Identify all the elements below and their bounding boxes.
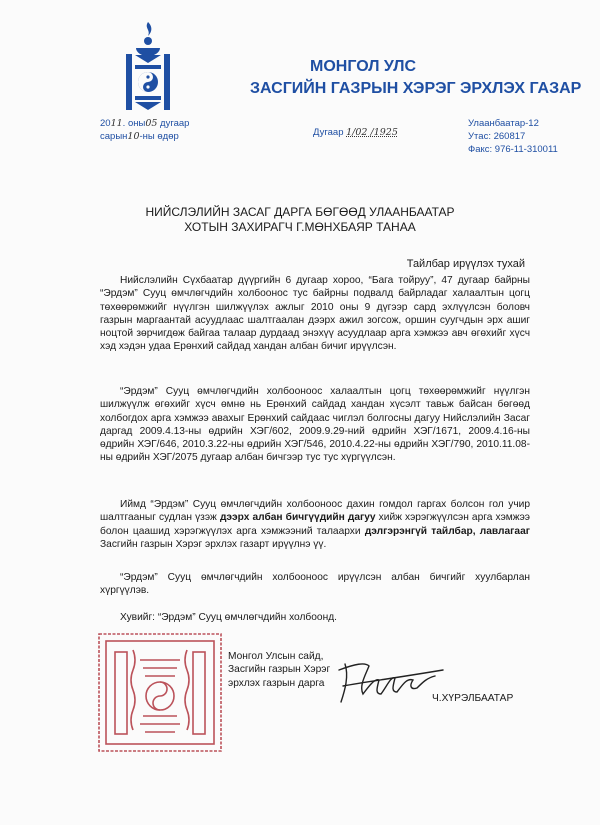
date-suffix: дугаар xyxy=(157,118,190,129)
paragraph-3-text-b: хийж хэрэгжүүлсэн арга хэмжээ болон цаашид хэрэгжүүлэх арга хэмжээний талаархи xyxy=(100,512,530,537)
body-paragraph-2 xyxy=(100,385,530,465)
body-paragraph-5 xyxy=(100,611,530,624)
organization-name xyxy=(250,56,581,100)
addressee xyxy=(0,205,600,235)
addressee-line1: НИЙСЛЭЛИЙН ЗАСАГ ДАРГА БӨГӨӨД УЛААНБААТАР xyxy=(145,205,455,219)
date-month: 05 xyxy=(145,118,158,129)
official-seal-stamp xyxy=(95,630,225,755)
body-paragraph-1 xyxy=(100,274,530,354)
org-line2: ЗАСГИЙН ГАЗРЫН ХЭРЭГ ЭРХЛЭХ ГАЗАР xyxy=(250,80,582,97)
signatory-title-line3: эрхлэх газрын дарга xyxy=(228,677,325,689)
day-value: 10 xyxy=(127,131,140,142)
signatory-title-line2: Засгийн газрын Хэрэг xyxy=(228,664,331,676)
date-year: 11 xyxy=(110,118,123,129)
paragraph-3-text-c: Засгийн газрын Хэрэг эрхлэх газарт ирүүлнэ үү. xyxy=(100,538,327,550)
day-prefix: сарын xyxy=(100,131,128,142)
addressee-line2: ХОТЫН ЗАХИРАГЧ Г.МӨНХБАЯР ТАНАА xyxy=(184,220,416,234)
paragraph-2-text: “Эрдэм” Сууц өмчлөгчдийн холбооноос халаалтын цогц төхөөрөмжийг нүүлгэн шилжүүлж өгөхийг хүсч өмнө нь Ерөнхий сайдад хандан хүсэлт тавьж байсан бөгөөд холбогдох арга хэмжээ авахыг Ерөнхий сайдаас чиглэл болгосны дагуу Нийслэлийн Засаг даргад 2009.4.13-ны өдрийн ХЭГ/602, 2009.9.29-ний өдрийн ХЭГ/1671, 2009.4.16-ны өдрийн ХЭГ/646, 2010.3.22-ны өдрийн ХЭГ/546, 2010.4.22-ны өдрийн ХЭГ/790, 2010.11.08-ны өдрийн ХЭГ/2075 дугаар албан бичгээр тус тус хүргүүлсэн. xyxy=(100,386,530,464)
soyombo-emblem-icon xyxy=(123,20,173,112)
document-date xyxy=(100,117,189,143)
date-mid: . оны xyxy=(122,118,146,129)
paragraph-5-text: Хувийг: “Эрдэм” Сууц өмчлөгчдийн холбоонд. xyxy=(120,612,338,623)
number-label: Дугаар xyxy=(313,127,344,138)
org-line1: МОНГОЛ УЛС xyxy=(310,58,417,75)
phone-line: Утас: 260817 xyxy=(468,131,526,142)
paragraph-3-text-a: Иймд “Эрдэм” Сууц өмчлөгчдийн холбооноос дахин гомдол гаргах болсон гол учир шалтгааныг судлан үзэж xyxy=(100,499,530,524)
address-block xyxy=(468,117,558,156)
signatory-title xyxy=(228,650,330,690)
paragraph-3-bold-a: дээрх албан бичгүүдийн дагуу xyxy=(219,512,376,524)
date-prefix: 20 xyxy=(100,118,111,129)
body-paragraph-3 xyxy=(100,498,530,551)
day-suffix: -ны өдөр xyxy=(139,131,179,142)
address-line1: Улаанбаатар-12 xyxy=(468,118,539,129)
document-number xyxy=(313,126,398,139)
subject-line: Тайлбар ирүүлэх тухай xyxy=(406,258,525,270)
paragraph-1-text: Нийслэлийн Сүхбаатар дүүргийн 6 дугаар хороо, “Бага тойруу”, 47 дугаар байрны “Эрдэм” Сууц өмчлөгчдийн холбоонос тус байрны подвалд байрладаг халаалтын цогц төхөөрөмжийг нүүлгэн шилжүүлэх ажлыг 2010 оны 9 дүгээр сард эхлүүлсэн боловч газрын маргаантай асуудлаас шалтгаалан дээрх ажил зогсож, оршин суугчдын эрх ашиг ноцтой зөрчигдөж байгаа талаар дурдаад энэхүү асуудлаар арга хэмжээ авч өгөхийг хүсч хэд хэдэн удаа Ерөнхий сайдад хандан албан бичиг ирүүлсэн. xyxy=(100,275,530,353)
number-value: 1/02 /1925 xyxy=(346,127,398,138)
signatory-name: Ч.ХҮРЭЛБААТАР xyxy=(432,693,514,704)
paragraph-3-bold-b: дэлгэрэнгүй тайлбар, лавлагааг xyxy=(364,525,530,537)
paragraph-4-text: “Эрдэм” Сууц өмчлөгчдийн холбооноос ирүүлсэн албан бичгийг хуулбарлан хүргүүлэв. xyxy=(100,572,530,597)
body-paragraph-4 xyxy=(100,571,530,598)
fax-line: Факс: 976-11-310011 xyxy=(468,144,558,155)
signatory-title-line1: Монгол Улсын сайд, xyxy=(228,651,324,662)
